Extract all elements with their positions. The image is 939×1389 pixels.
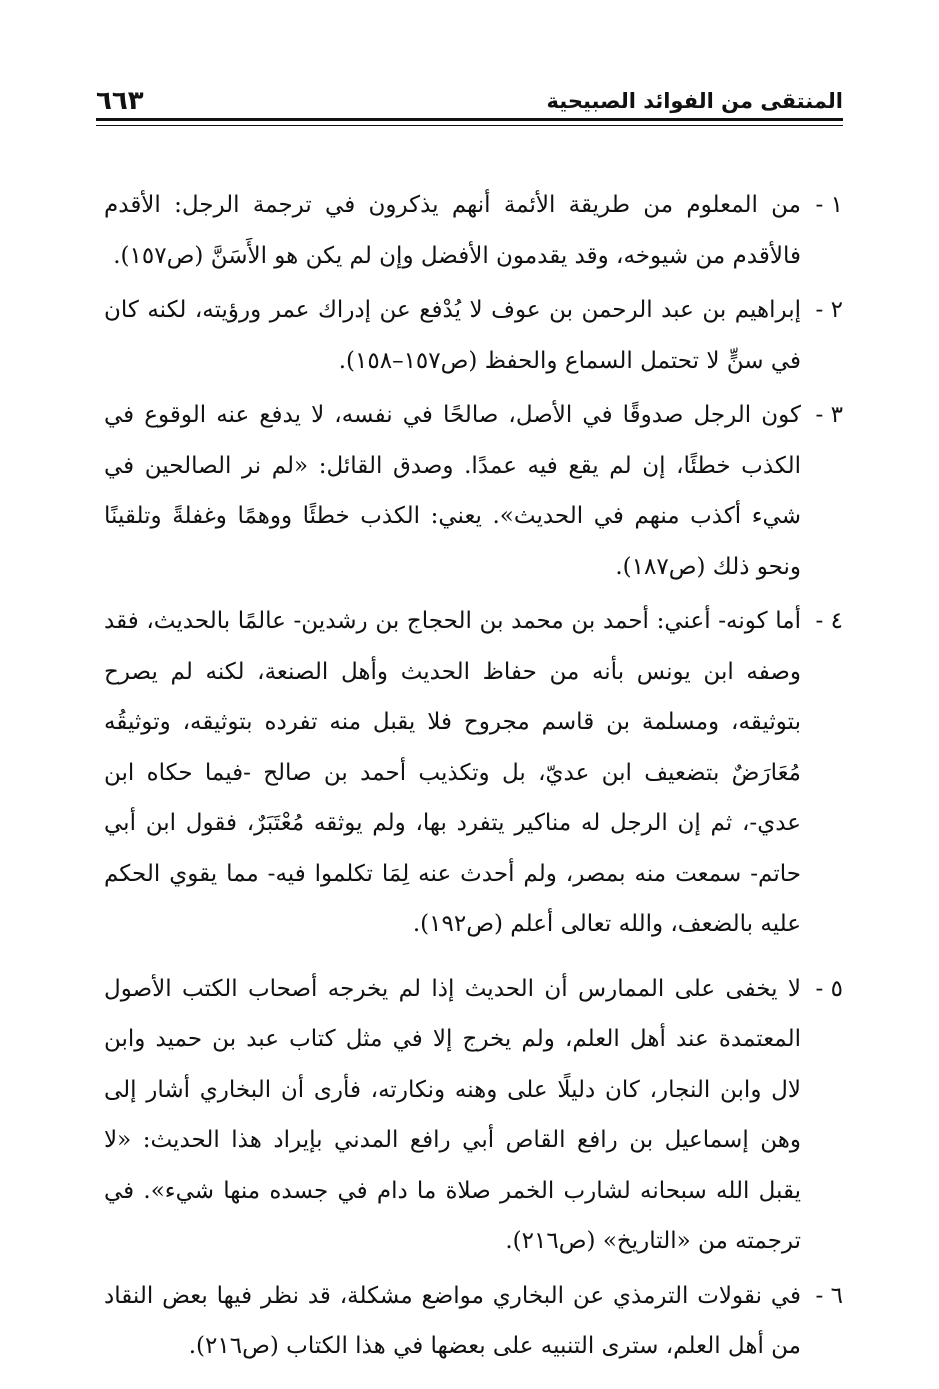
item-text: من المعلوم من طريقة الأئمة أنهم يذكرون في ترجمة الرجل: الأقدم فالأقدم من شيوخه، وقد يقدمون الأفضل وإن لم يكن هو الأَسَنَّ (ص١٥٧).: [104, 192, 801, 269]
list-item-3: [104, 390, 843, 592]
item-text: أما كونه- أعني: أحمد بن محمد بن الحجاج بن رشدين- عالمًا بالحديث، فقد وصفه ابن يونس بأنه من حفاظ الحديث وأهل الصنعة، لكنه لم يصرح بتوثيقه، ومسلمة بن قاسم مجروح فلا يقبل منه تفرده بتوثيقه، وتوثيقُه مُعَارَضٌ بتضعيف ابن عديّ، بل وتكذيب أحمد بن صالح -فيما حكاه ابن عدي-، ثم إن الرجل له مناكير يتفرد بها، ولم يوثقه مُعْتَبَرٌ، فقول ابن أبي حاتم- سمعت منه بمصر، ولم أحدث عنه لِمَا تكلموا فيه- مما يقوي الحكم عليه بالضعف، والله تعالى أعلم (ص١٩٢).: [104, 608, 801, 937]
header-rule-thin: [96, 125, 843, 126]
item-number: ٤ -: [815, 608, 843, 634]
item-number: ٥ -: [815, 975, 843, 1002]
list-item-6: [104, 1271, 843, 1372]
item-number: ٦ -: [815, 1282, 843, 1309]
list-item-1: [104, 180, 843, 281]
page-header: [96, 76, 843, 116]
list-item-2: [104, 285, 843, 386]
item-text: كون الرجل صدوقًا في الأصل، صالحًا في نفسه، لا يدفع عنه الوقوع في الكذب خطئًا، إن لم يقع فيه عمدًا. وصدق القائل: «لم نر الصالحين في شيء أكذب منهم في الحديث». يعني: الكذب خطئًا ووهمًا وغفلةً وتلقينًا ونحو ذلك (ص١٨٧).: [104, 402, 801, 580]
header-rule-thick: [96, 118, 843, 121]
item-number: ٣ -: [815, 402, 843, 428]
list-item-5: [104, 964, 843, 1267]
list-item-4: [104, 596, 843, 950]
item-number: ٢ -: [815, 297, 843, 323]
item-text: إبراهيم بن عبد الرحمن بن عوف لا يُدْفع عن إدراك عمر ورؤيته، لكنه كان في سنٍّ لا تحتمل السماع والحفظ (ص١٥٧–١٥٨).: [104, 297, 801, 374]
item-text: لا يخفى على الممارس أن الحديث إذا لم يخرجه أصحاب الكتب الأصول المعتمدة عند أهل العلم، ولم يخرج إلا في مثل كتاب عبد بن حميد وابن لال وابن النجار، كان دليلًا على وهنه ونكارته، فأرى أن البخاري أشار إلى وهن إسماعيل بن رافع القاص أبي رافع المدني بإيراد هذا الحديث: «لا يقبل الله سبحانه لشارب الخمر صلاة ما دام في جسده منها شيء». في ترجمته من «التاريخ» (ص٢١٦).: [104, 975, 801, 1254]
item-number: ١ -: [815, 192, 843, 218]
item-text: في نقولات الترمذي عن البخاري مواضع مشكلة، قد نظر فيها بعض النقاد من أهل العلم، سترى التنبيه على بعضها في هذا الكتاب (ص٢١٦).: [104, 1282, 801, 1359]
running-title: المنتقى من الفوائد الصبيحية: [546, 89, 843, 113]
page-number: ٦٦٣: [96, 86, 144, 116]
main-content: [104, 180, 843, 1376]
